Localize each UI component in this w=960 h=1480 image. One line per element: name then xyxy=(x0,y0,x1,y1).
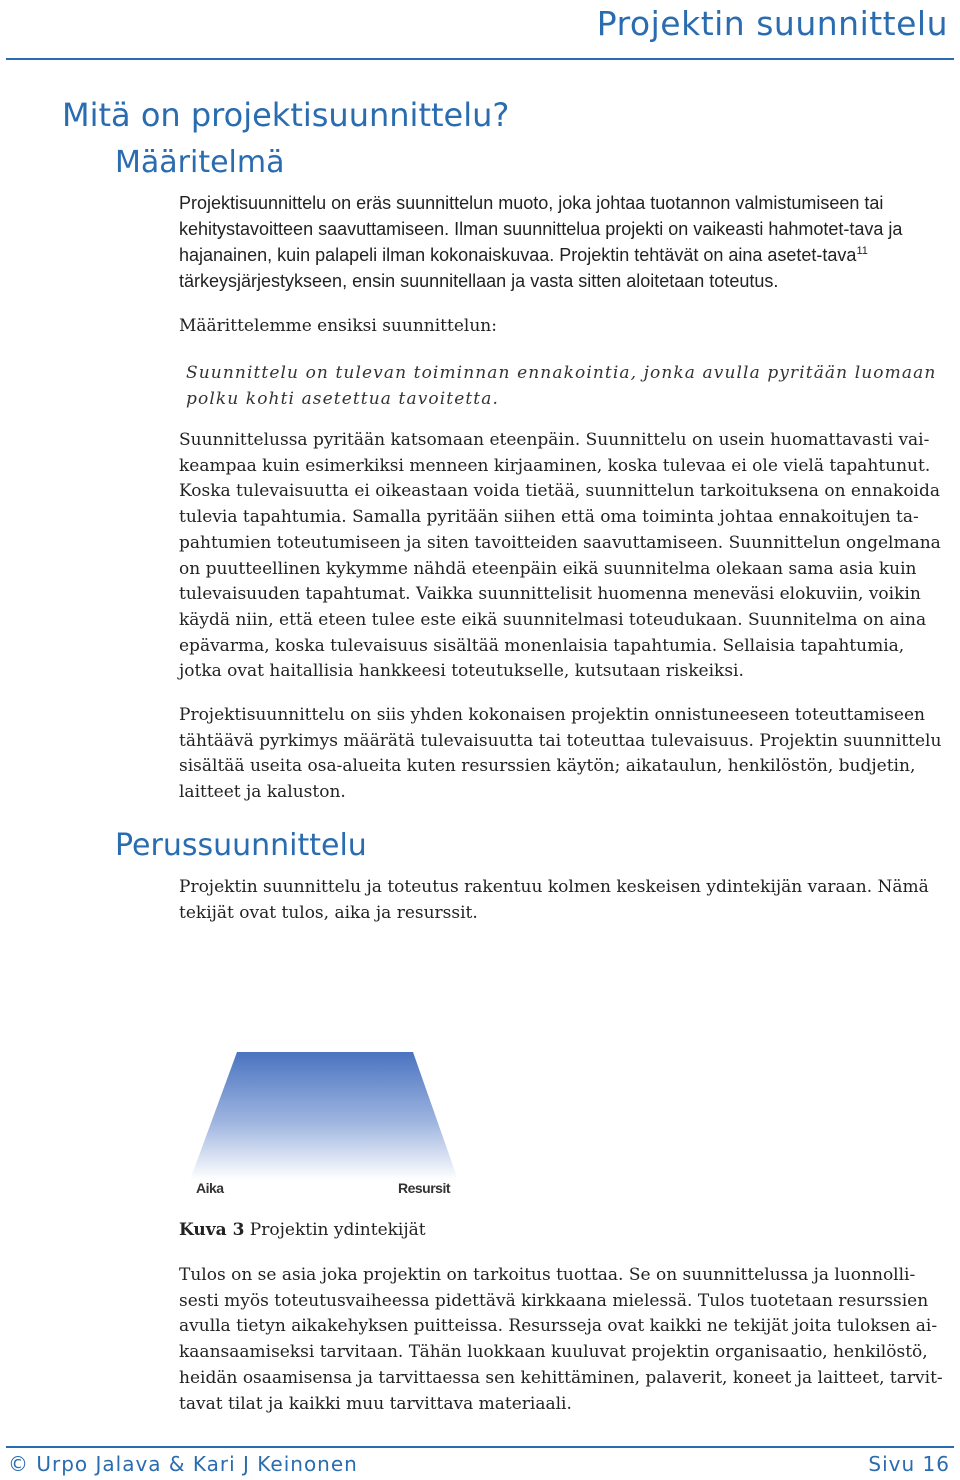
paragraph-define-planning: Määrittelemme ensiksi suunnittelun: xyxy=(179,316,497,336)
section-heading: Mitä on projektisuunnittelu? xyxy=(62,96,510,134)
running-header: Projektin suunnittelu xyxy=(596,4,948,43)
paragraph-core-factors: Projektin suunnittelu ja toteutus rakentuu kolmen keskeisen ydintekijän varaan. Nämä tekijät ovat tulos, aika ja resurssit. xyxy=(179,877,929,923)
figure-caption-label: Kuva 3 xyxy=(179,1220,245,1240)
figure-label-resursit: Resursit xyxy=(398,1180,451,1196)
paragraph-definition-text-end: tärkeysjärjestykseen, ensin suunnitellaan ja vasta sitten aloitetaan toteutus. xyxy=(179,271,779,291)
figure-caption-text: Projektin ydintekijät xyxy=(244,1220,426,1240)
core-factors-trapezoid xyxy=(190,1052,458,1180)
figure-core-factors xyxy=(188,1040,478,1200)
definition-quote: Suunnittelu on tulevan toiminnan ennakointia, jonka avulla pyritään luomaan polku kohti asetettua tavoitetta. xyxy=(186,363,937,409)
subheading-perussuunnittelu: Perussuunnittelu xyxy=(115,828,367,863)
figure-label-aika: Aika xyxy=(196,1180,224,1196)
paragraph-definition-text: Projektisuunnittelu on eräs suunnittelun muoto, joka johtaa tuotannon valmistumiseen tai kehitystavoitteen saavuttamiseen. Ilman suunnittelua projekti on vaikeasti hahmotet-tava ja hajanainen, kuin palapeli ilman kokonaiskuvaa. Projektin tehtävät on aina asetet-tava xyxy=(179,193,903,265)
trapezoid-diagram xyxy=(188,1040,478,1200)
footer-authors: © Urpo Jalava & Kari J Keinonen xyxy=(8,1452,358,1476)
footer-rule xyxy=(6,1446,954,1448)
figure-caption xyxy=(179,1220,426,1240)
header-rule xyxy=(6,58,954,60)
subheading-maaritelma: Määritelmä xyxy=(115,145,285,180)
paragraph-project-planning-summary: Projektisuunnittelu on siis yhden kokonaisen projektin onnistuneeseen toteuttamiseen tähtäävä pyrkimys määrätä tulevaisuutta tai toteuttaa tulevaisuus. Projektin suunnittelu sisältää useita osa-alueita kuten resurssien käytön; aikataulun, henkilöstön, budjetin, laitteet ja kaluston. xyxy=(179,705,942,803)
paragraph-definition-intro xyxy=(179,190,949,294)
paragraph-result-and-resources: Tulos on se asia joka projektin on tarkoitus tuottaa. Se on suunnittelussa ja luonnolli-sesti myös toteutusvaiheessa pidettävä kirkkaana mielessä. Tulos tuotetaan resurssien avulla tietyn aikakehyksen puitteissa. Resursseja ovat kaikki ne tekijät joita tuloksen ai-kaansaamiseksi tarvitaan. Tähän luokkaan kuuluvat projektin organisaatio, henkilöstö, heidän osaamisensa ja tarvittaessa sen kehittäminen, palaverit, koneet ja laitteet, tarvit-tavat tilat ja kaikki muu tarvittava materiaali. xyxy=(179,1265,943,1414)
footer-page-number: Sivu 16 xyxy=(868,1452,950,1476)
paragraph-looking-ahead: Suunnittelussa pyritään katsomaan eteenpäin. Suunnittelu on usein huomattavasti vai-keampaa kuin esimerkiksi menneen kirjaaminen, koska tulevaa ei ole vielä tapahtunut. Koska tulevaisuutta ei oikeastaan voida tietää, suunnittelun tarkoituksena on ennakoida tulevia tapahtumia. Samalla pyritään siihen että oma toiminta johtaa ennakoitujen ta-pahtumien toteutumiseen ja siten tavoitteiden saavuttamiseen. Suunnittelun ongelmana on puutteellinen kykymme nähdä eteenpäin eikä suunnitelma olekaan sama asia kuin tulevaisuuden tapahtumat. Vaikka suunnittelisit huomenna meneväsi elokuviin, voikin käydä niin, että eteen tulee este eikä suunnitelmasi toteudukaan. Suunnitelma on aina epävarma, koska tulevaisuus sisältää monenlaisia tapahtumia. Sellaisia tapahtumia, jotka ovat haitallisia hankkeesi toteutukselle, kutsutaan riskeiksi. xyxy=(179,430,941,682)
footnote-reference: 11 xyxy=(856,245,868,257)
